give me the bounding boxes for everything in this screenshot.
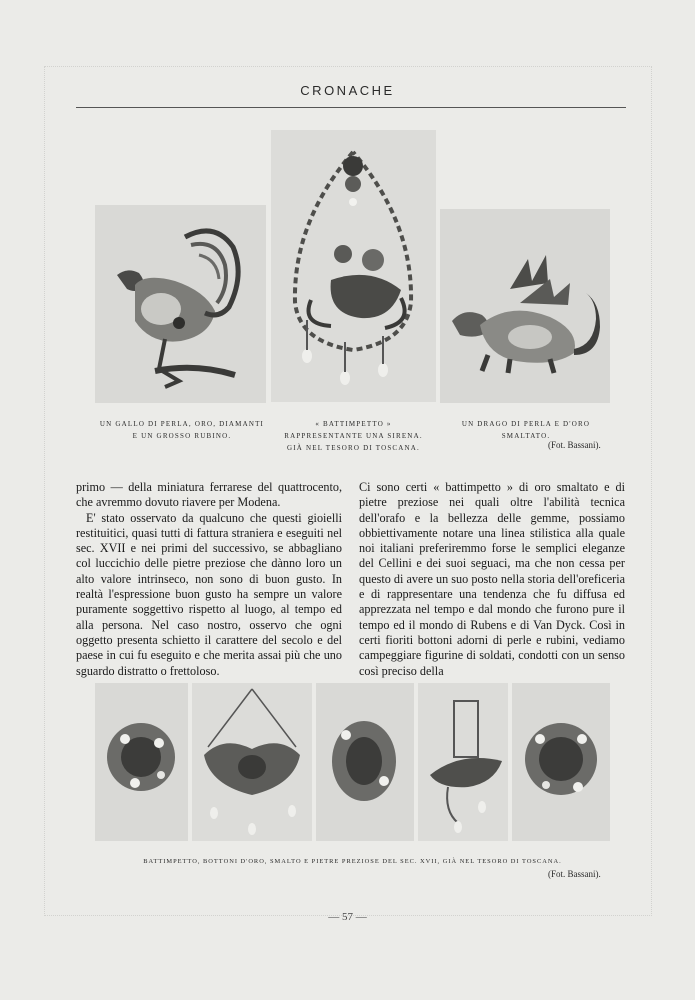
pendant-jewel-image xyxy=(418,683,508,841)
paragraph: Ci sono certi « battimpetto » di oro smaltato e di pietre preziose nei quali oltre l'abilità tecnica dell'orafo e la bellezza delle gemme, possiamo obbiettivamente notare una linea stilistica alla quale noi italiani preferiremmo forse le semplici eleganze del Cellini e dei suoi seguaci, ma che non cessa per questo di avere un suo posto nella storia dell'oreficeria e di rappresentare una tendenza che fu diffusa ed apprezzata nel tempo e dal mondo che furono pure il tempo ed il mondo di Rubens e di Van Dyck. Così in certi fioriti bottoni adorni di perle e rubini, vediamo campeggiare figurine di soldati, condotti con un senso così preciso della xyxy=(359,480,625,678)
photo-dragon xyxy=(440,209,610,403)
button-jewel-image xyxy=(512,683,610,841)
button-jewel-image xyxy=(95,683,188,841)
header-rule xyxy=(76,107,626,108)
caption-rooster-line2: E UN GROSSO RUBINO. xyxy=(132,432,232,440)
caption-rooster xyxy=(97,418,267,442)
paragraph: E' stato osservato da qualcuno che questi gioielli restituitici, quasi tutti di fattura straniera e eseguiti nel sec. XVII e nei primi del successivo, se abbagliano col luccichio delle pietre preziose che dànno loro un alto valore intrinseco, non sono di buon gusto. In realtà l'espressione buon gusto ha sempre un valore puramente soggettivo rispetto al luogo, al tempo ed alla persona. Nel caso nostro, osservo che ogni oggetto presenta schietto il carattere del secolo e del paese in cui fu eseguito e che merita assai più che uno sguardo distratto o frettoloso. xyxy=(76,510,342,678)
caption-dragon-line1: UN DRAGO DI PERLA E D'ORO SMALTATO. xyxy=(461,420,591,440)
caption-bottom-strip: BATTIMPETTO, BOTTONI D'ORO, SMALTO E PIETRE PREZIOSE DEL SEC. XVII, GIÀ NEL TESORO DI TOSCANA. xyxy=(143,858,562,865)
siren-jewel-image xyxy=(271,130,436,402)
button-jewel-image xyxy=(316,683,414,841)
photo-button-1 xyxy=(95,683,188,841)
caption-siren-line1: « BATTIMPETTO » xyxy=(315,420,392,428)
paragraph: primo — della miniatura ferrarese del quattrocento, che avremmo dovuto riavere per Modena. xyxy=(76,480,342,510)
photo-pendant-1 xyxy=(192,683,312,841)
photo-button-2 xyxy=(316,683,414,841)
pendant-jewel-image xyxy=(192,683,312,841)
caption-siren xyxy=(271,418,436,454)
running-title: CRONACHE xyxy=(300,83,395,98)
photo-rooster xyxy=(95,205,266,403)
caption-rooster-line1: UN GALLO DI PERLA, ORO, DIAMANTI xyxy=(99,420,265,428)
photo-siren xyxy=(271,130,436,402)
photo-pendant-2 xyxy=(418,683,508,841)
photo-credit-top: (Fot. Bassani). xyxy=(548,440,601,450)
caption-dragon xyxy=(440,418,612,442)
photo-credit-bottom: (Fot. Bassani). xyxy=(548,869,601,879)
caption-siren-line2: RAPPRESENTANTE UNA SIRENA. xyxy=(284,432,423,440)
dragon-jewel-image xyxy=(440,209,610,403)
rooster-jewel-image xyxy=(95,205,266,403)
page-number: — 57 — xyxy=(328,911,367,923)
text-column-left xyxy=(76,480,342,679)
text-column-right xyxy=(359,480,625,679)
caption-siren-line3: GIÀ NEL TESORO DI TOSCANA. xyxy=(286,444,421,452)
photo-button-3 xyxy=(512,683,610,841)
